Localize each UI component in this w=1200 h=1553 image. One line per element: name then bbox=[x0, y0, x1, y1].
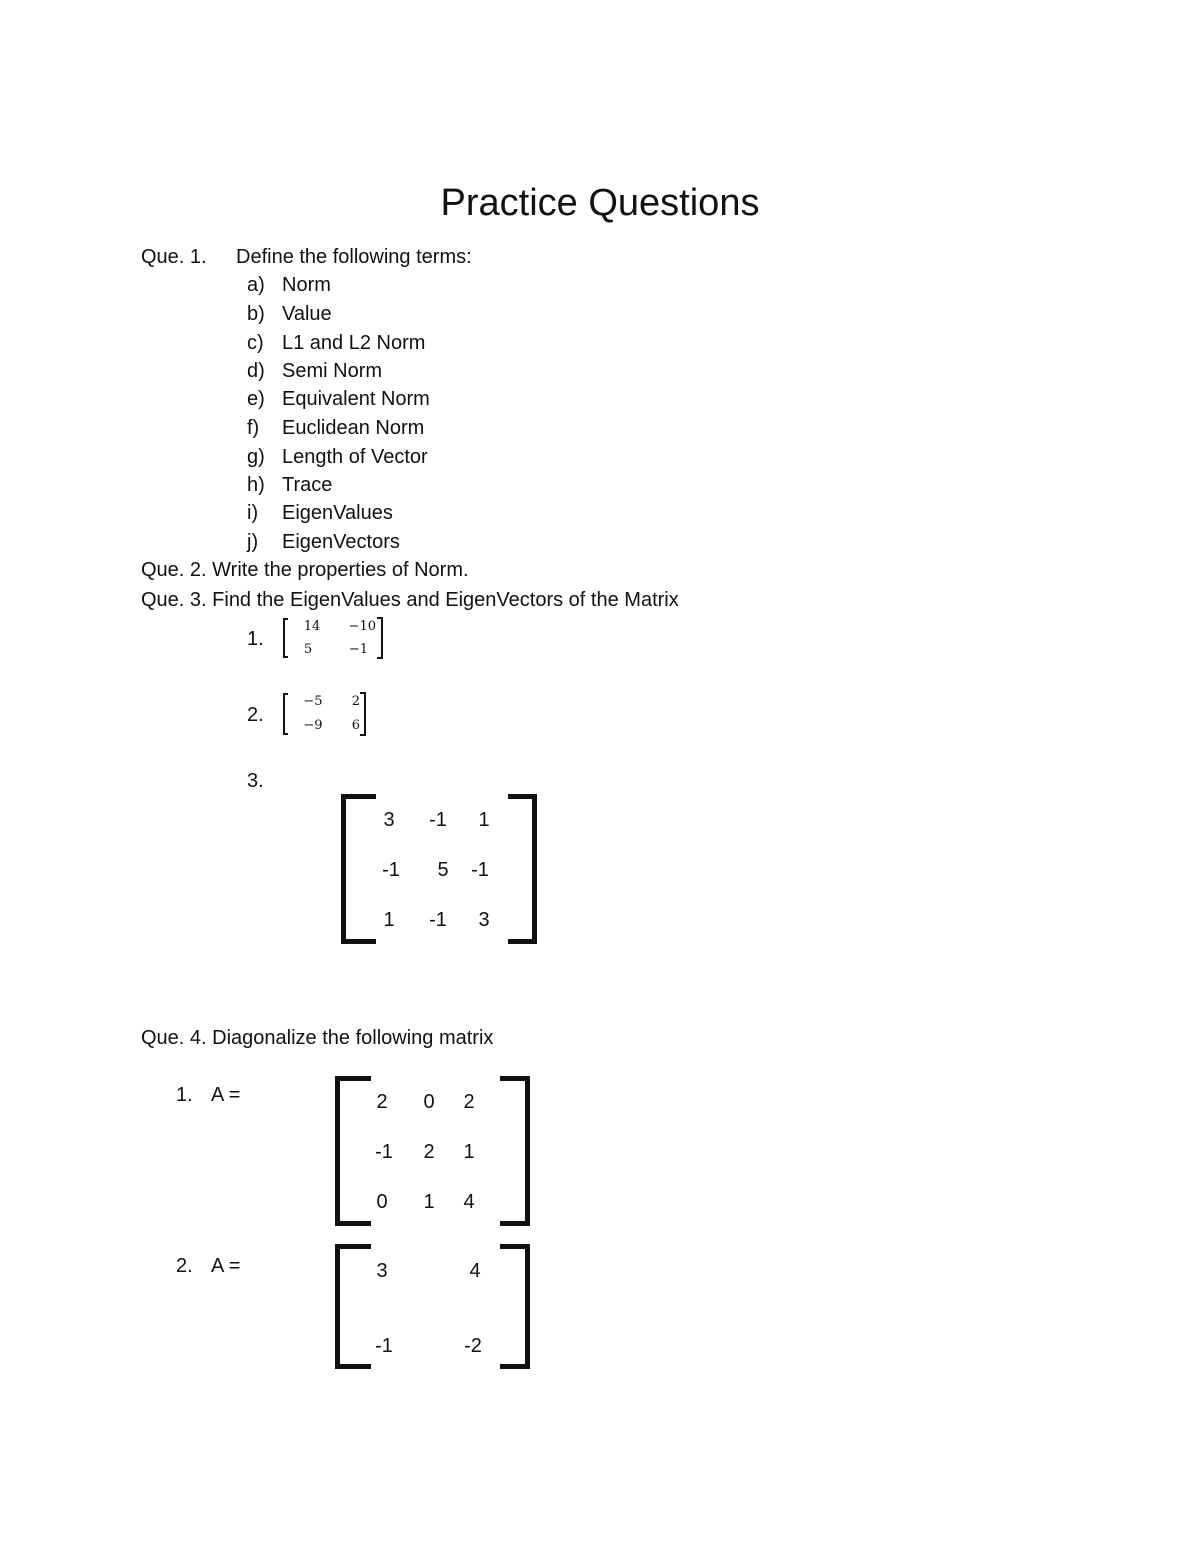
right-bracket bbox=[500, 1244, 530, 1369]
matrix-cell: 5 bbox=[437, 859, 449, 881]
list-item-mark: f) bbox=[247, 417, 260, 439]
matrix-cell: 3 bbox=[478, 909, 490, 931]
q2-text: Que. 2. Write the properties of Norm. bbox=[141, 559, 469, 581]
list-item-mark: c) bbox=[247, 332, 264, 354]
matrix-cell: -1 bbox=[429, 909, 447, 931]
list-item-mark: d) bbox=[247, 360, 265, 382]
q4-matrix2-name: A = bbox=[211, 1255, 241, 1277]
matrix-cell: −10 bbox=[348, 619, 376, 634]
matrix-cell: 1 bbox=[463, 1141, 475, 1163]
list-item-mark: a) bbox=[247, 274, 265, 296]
list-item: Semi Norm bbox=[282, 360, 383, 382]
matrix-cell: −9 bbox=[303, 718, 323, 733]
right-bracket bbox=[500, 1076, 530, 1226]
list-item-mark: b) bbox=[247, 303, 265, 325]
list-item-mark: j) bbox=[247, 531, 259, 553]
list-item-mark: e) bbox=[247, 388, 265, 410]
matrix-cell: −1 bbox=[348, 642, 368, 657]
q3-text: Que. 3. Find the EigenValues and EigenVectors of the Matrix bbox=[141, 589, 679, 611]
left-bracket bbox=[335, 1076, 371, 1226]
right-bracket bbox=[360, 692, 366, 736]
matrix-cell: 0 bbox=[423, 1091, 435, 1113]
matrix-cell: 3 bbox=[383, 809, 395, 831]
matrix-cell: 1 bbox=[383, 909, 395, 931]
left-bracket bbox=[335, 1244, 371, 1369]
list-item: EigenVectors bbox=[282, 531, 400, 553]
list-item-mark: g) bbox=[247, 446, 265, 468]
list-item: Euclidean Norm bbox=[282, 417, 425, 439]
q3-matrix1-label: 1. bbox=[247, 628, 264, 650]
right-bracket bbox=[508, 794, 537, 944]
matrix-cell: -2 bbox=[464, 1335, 482, 1357]
list-item: Equivalent Norm bbox=[282, 388, 430, 410]
matrix-cell: 2 bbox=[376, 1091, 388, 1113]
matrix-cell: 2 bbox=[351, 694, 360, 709]
matrix-cell: -1 bbox=[375, 1141, 393, 1163]
matrix-cell: 4 bbox=[463, 1191, 475, 1213]
matrix-cell: 6 bbox=[351, 718, 360, 733]
matrix-cell: 1 bbox=[478, 809, 490, 831]
list-item: Length of Vector bbox=[282, 446, 428, 468]
q4-matrix1-name: A = bbox=[211, 1084, 241, 1106]
matrix-cell: -1 bbox=[471, 859, 489, 881]
list-item-mark: i) bbox=[247, 502, 259, 524]
matrix-cell: 0 bbox=[376, 1191, 388, 1213]
list-item: Trace bbox=[282, 474, 333, 496]
list-item: Value bbox=[282, 303, 332, 325]
list-item-mark: h) bbox=[247, 474, 265, 496]
q1-text: Define the following terms: bbox=[236, 246, 472, 268]
q4-matrix1-label: 1. bbox=[176, 1084, 193, 1106]
matrix-cell: 14 bbox=[303, 619, 321, 634]
list-item: Norm bbox=[282, 274, 331, 296]
q1-label: Que. 1. bbox=[141, 246, 207, 268]
matrix-cell: 2 bbox=[423, 1141, 435, 1163]
matrix-cell: 5 bbox=[303, 642, 313, 657]
matrix-cell: 2 bbox=[463, 1091, 475, 1113]
q4-text: Que. 4. Diagonalize the following matrix bbox=[141, 1027, 494, 1049]
matrix-cell: 3 bbox=[376, 1260, 388, 1282]
matrix-cell: −5 bbox=[303, 694, 323, 709]
q3-matrix2-label: 2. bbox=[247, 704, 264, 726]
q3-matrix3-label: 3. bbox=[247, 770, 264, 792]
left-bracket bbox=[283, 618, 288, 658]
matrix-cell: -1 bbox=[429, 809, 447, 831]
matrix-cell: 1 bbox=[423, 1191, 435, 1213]
list-item: EigenValues bbox=[282, 502, 393, 524]
left-bracket bbox=[341, 794, 376, 944]
matrix-cell: -1 bbox=[382, 859, 400, 881]
matrix-cell: -1 bbox=[375, 1335, 393, 1357]
right-bracket bbox=[377, 617, 383, 659]
list-item: L1 and L2 Norm bbox=[282, 332, 426, 354]
left-bracket bbox=[283, 693, 288, 735]
page-title: Practice Questions bbox=[440, 182, 760, 224]
matrix-cell: 4 bbox=[469, 1260, 481, 1282]
q4-matrix2-label: 2. bbox=[176, 1255, 193, 1277]
